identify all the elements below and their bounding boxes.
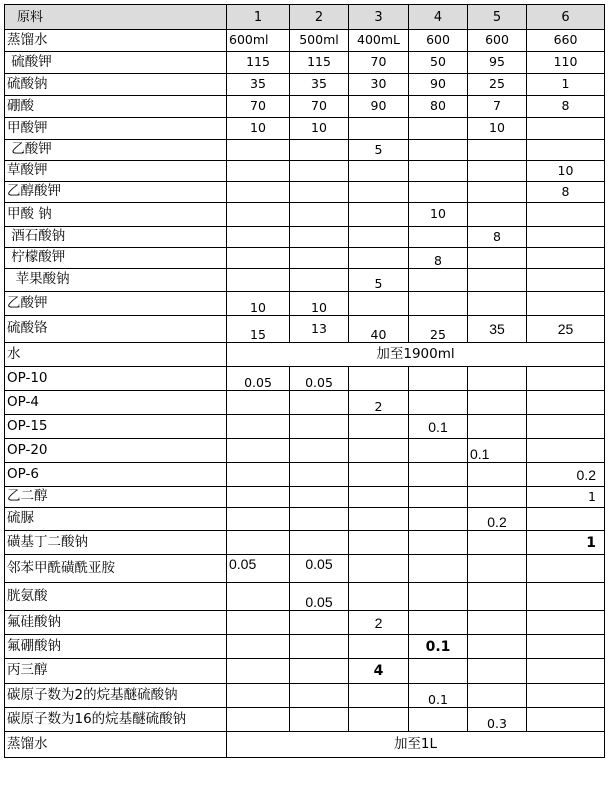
amount-cell-formula-2: 0.05 (290, 583, 349, 611)
table-row (5, 292, 605, 316)
table-row (5, 508, 605, 531)
amount-cell-formula-3 (349, 248, 409, 269)
amount-cell-formula-4: 50 (409, 52, 468, 74)
amount-cell-formula-6 (527, 292, 605, 316)
amount-cell-formula-2 (290, 708, 349, 732)
header-formula-6: 6 (527, 5, 605, 30)
amount-cell-formula-4 (409, 659, 468, 684)
amount-cell-formula-5 (468, 203, 527, 227)
amount-cell-formula-6 (527, 508, 605, 531)
amount-cell-formula-1 (227, 391, 290, 415)
amount-cell-formula-1 (227, 227, 290, 248)
table-row (5, 96, 605, 118)
amount-cell-formula-2 (290, 684, 349, 708)
amount-cell-formula-2: 0.05 (290, 367, 349, 391)
amount-cell-formula-5: 0.3 (468, 708, 527, 732)
ingredient-name: 胱氨酸 (5, 583, 227, 611)
amount-cell-formula-1 (227, 635, 290, 659)
amount-cell-formula-2 (290, 203, 349, 227)
amount-cell-formula-3 (349, 635, 409, 659)
amount-cell-formula-5 (468, 463, 527, 487)
ingredient-name: OP-15 (5, 415, 227, 439)
amount-cell-formula-4 (409, 708, 468, 732)
amount-cell-formula-5: 7 (468, 96, 527, 118)
ingredient-name: 苹果酸钠 (5, 269, 227, 292)
amount-cell-formula-3: 2 (349, 611, 409, 635)
amount-cell-formula-6: 25 (527, 316, 605, 343)
amount-cell-formula-6: 0.2 (527, 463, 605, 487)
amount-cell-formula-1 (227, 415, 290, 439)
table-row (5, 659, 605, 684)
table-row (5, 684, 605, 708)
amount-cell-formula-2 (290, 415, 349, 439)
amount-cell-formula-3 (349, 415, 409, 439)
amount-cell-formula-6 (527, 269, 605, 292)
ingredient-name: 氟硼酸钠 (5, 635, 227, 659)
amount-cell-formula-2 (290, 659, 349, 684)
amount-cell-formula-4 (409, 227, 468, 248)
amount-cell-formula-2: 10 (290, 118, 349, 140)
ingredient-name: 硫酸铬 (5, 316, 227, 343)
amount-cell-formula-6 (527, 203, 605, 227)
ingredient-name: OP-4 (5, 391, 227, 415)
amount-cell-formula-3 (349, 161, 409, 182)
amount-cell-formula-2 (290, 439, 349, 463)
ingredient-name: 甲酸 钠 (5, 203, 227, 227)
amount-cell-formula-5 (468, 684, 527, 708)
ingredient-name: 酒石酸钠 (5, 227, 227, 248)
table-row (5, 227, 605, 248)
amount-cell-formula-1: 15 (227, 316, 290, 343)
amount-cell-formula-2 (290, 182, 349, 203)
amount-cell-formula-6 (527, 611, 605, 635)
ingredient-name: OP-6 (5, 463, 227, 487)
ingredient-name: 乙二醇 (5, 487, 227, 508)
amount-cell-formula-3: 4 (349, 659, 409, 684)
amount-cell-formula-2 (290, 140, 349, 161)
amount-cell-formula-1: 10 (227, 118, 290, 140)
amount-cell-formula-5: 600 (468, 30, 527, 52)
ingredient-name: 草酸钾 (5, 161, 227, 182)
amount-cell-formula-6 (527, 635, 605, 659)
amount-cell-formula-2: 0.05 (290, 555, 349, 583)
table-row (5, 140, 605, 161)
amount-cell-formula-5 (468, 635, 527, 659)
amount-cell-formula-4 (409, 508, 468, 531)
amount-cell-formula-6: 10 (527, 161, 605, 182)
table-row (5, 182, 605, 203)
amount-cell-formula-4: 0.1 (409, 415, 468, 439)
table-row (5, 248, 605, 269)
amount-cell-formula-1 (227, 182, 290, 203)
amount-cell-formula-5 (468, 292, 527, 316)
amount-cell-formula-1 (227, 161, 290, 182)
amount-cell-formula-6 (527, 659, 605, 684)
amount-cell-formula-4: 25 (409, 316, 468, 343)
ingredient-name: 磺基丁二酸钠 (5, 531, 227, 555)
amount-cell-formula-5 (468, 583, 527, 611)
amount-cell-formula-2 (290, 269, 349, 292)
amount-cell-formula-3: 70 (349, 52, 409, 74)
amount-cell-formula-3 (349, 227, 409, 248)
ingredient-name: 碳原子数为16的烷基醚硫酸钠 (5, 708, 227, 732)
ingredient-name: 乙酸钾 (5, 140, 227, 161)
amount-cell-formula-5 (468, 367, 527, 391)
table-row (5, 487, 605, 508)
ingredient-name: 甲酸钾 (5, 118, 227, 140)
amount-cell-formula-3 (349, 684, 409, 708)
table-body (5, 30, 605, 758)
amount-cell-formula-5 (468, 531, 527, 555)
header-ingredient: 原料 (5, 5, 227, 30)
amount-cell-formula-3 (349, 508, 409, 531)
amount-cell-formula-6: 8 (527, 182, 605, 203)
amount-cell-formula-4: 0.1 (409, 635, 468, 659)
amount-cell-formula-5 (468, 415, 527, 439)
amount-cell-formula-4 (409, 583, 468, 611)
header-formula-4: 4 (409, 5, 468, 30)
amount-cell-formula-4 (409, 161, 468, 182)
amount-cell-formula-6 (527, 140, 605, 161)
amount-cell-formula-2 (290, 487, 349, 508)
amount-cell-formula-4 (409, 367, 468, 391)
amount-cell-formula-2 (290, 161, 349, 182)
amount-cell-formula-4: 10 (409, 203, 468, 227)
amount-cell-formula-1 (227, 439, 290, 463)
amount-cell-formula-1: 35 (227, 74, 290, 96)
amount-cell-formula-2: 70 (290, 96, 349, 118)
amount-cell-formula-3 (349, 118, 409, 140)
ingredient-name: 乙酸钾 (5, 292, 227, 316)
amount-cell-formula-5 (468, 555, 527, 583)
amount-cell-formula-5 (468, 161, 527, 182)
table-row (5, 583, 605, 611)
ingredient-name: 邻苯甲酰磺酰亚胺 (5, 555, 227, 583)
amount-cell-formula-3 (349, 182, 409, 203)
table-row (5, 343, 605, 367)
amount-cell-formula-1 (227, 269, 290, 292)
amount-cell-formula-3 (349, 463, 409, 487)
amount-cell-formula-4 (409, 118, 468, 140)
header-formula-1: 1 (227, 5, 290, 30)
recipe-table (4, 4, 605, 758)
amount-cell-formula-4 (409, 531, 468, 555)
amount-cell-formula-2 (290, 508, 349, 531)
amount-cell-formula-1 (227, 463, 290, 487)
amount-cell-formula-4 (409, 463, 468, 487)
amount-cell-formula-4: 80 (409, 96, 468, 118)
amount-cell-formula-6: 8 (527, 96, 605, 118)
amount-cell-formula-3: 40 (349, 316, 409, 343)
ingredient-name: 丙三醇 (5, 659, 227, 684)
amount-cell-formula-6: 660 (527, 30, 605, 52)
amount-cell-formula-3: 2 (349, 391, 409, 415)
ingredient-name: 碳原子数为2的烷基醚硫酸钠 (5, 684, 227, 708)
amount-cell-formula-6 (527, 684, 605, 708)
amount-cell-formula-6 (527, 248, 605, 269)
amount-cell-formula-4: 90 (409, 74, 468, 96)
amount-cell-formula-4 (409, 269, 468, 292)
amount-cell-formula-6 (527, 415, 605, 439)
amount-cell-formula-5 (468, 487, 527, 508)
table-row (5, 118, 605, 140)
amount-cell-formula-6: 1 (527, 487, 605, 508)
amount-cell-formula-1 (227, 531, 290, 555)
table-row (5, 161, 605, 182)
amount-cell-formula-5: 95 (468, 52, 527, 74)
ingredient-name: OP-10 (5, 367, 227, 391)
amount-cell-formula-4: 600 (409, 30, 468, 52)
table-row (5, 269, 605, 292)
table-row (5, 708, 605, 732)
amount-cell-formula-3 (349, 555, 409, 583)
ingredient-name: 柠檬酸钾 (5, 248, 227, 269)
ingredient-name: 硫脲 (5, 508, 227, 531)
amount-cell-formula-1 (227, 583, 290, 611)
amount-cell-formula-6 (527, 367, 605, 391)
amount-cell-formula-1 (227, 487, 290, 508)
amount-cell-formula-2: 500ml (290, 30, 349, 52)
amount-cell-formula-3 (349, 203, 409, 227)
amount-cell-formula-1: 115 (227, 52, 290, 74)
amount-cell-formula-2: 115 (290, 52, 349, 74)
table-row (5, 367, 605, 391)
table-row (5, 531, 605, 555)
table-row (5, 555, 605, 583)
amount-cell-formula-3 (349, 292, 409, 316)
amount-cell-formula-1 (227, 508, 290, 531)
header-formula-5: 5 (468, 5, 527, 30)
header-row (5, 5, 605, 30)
amount-cell-formula-5 (468, 269, 527, 292)
amount-cell-formula-6 (527, 391, 605, 415)
amount-cell-formula-4 (409, 487, 468, 508)
amount-cell-formula-2 (290, 531, 349, 555)
amount-cell-formula-5: 10 (468, 118, 527, 140)
header-formula-3: 3 (349, 5, 409, 30)
ingredient-name: 硼酸 (5, 96, 227, 118)
amount-cell-formula-5: 25 (468, 74, 527, 96)
amount-cell-formula-6 (527, 227, 605, 248)
amount-cell-formula-1 (227, 611, 290, 635)
table-row (5, 732, 605, 758)
amount-cell-formula-4: 0.1 (409, 684, 468, 708)
table-row (5, 30, 605, 52)
amount-span-cell: 加至1900ml (227, 343, 605, 367)
amount-cell-formula-4 (409, 391, 468, 415)
ingredient-name: 蒸馏水 (5, 732, 227, 758)
amount-cell-formula-2 (290, 248, 349, 269)
amount-cell-formula-4: 8 (409, 248, 468, 269)
amount-cell-formula-6: 1 (527, 74, 605, 96)
amount-cell-formula-1 (227, 203, 290, 227)
amount-cell-formula-3 (349, 487, 409, 508)
amount-cell-formula-4 (409, 555, 468, 583)
table-row (5, 635, 605, 659)
amount-cell-formula-2: 10 (290, 292, 349, 316)
table-row (5, 415, 605, 439)
amount-cell-formula-1: 10 (227, 292, 290, 316)
table-row (5, 463, 605, 487)
amount-cell-formula-4 (409, 611, 468, 635)
amount-cell-formula-6: 1 (527, 531, 605, 555)
amount-cell-formula-4 (409, 439, 468, 463)
amount-cell-formula-5: 35 (468, 316, 527, 343)
amount-cell-formula-1: 600ml (227, 30, 290, 52)
ingredient-name: 蒸馏水 (5, 30, 227, 52)
amount-cell-formula-1 (227, 708, 290, 732)
amount-cell-formula-1: 70 (227, 96, 290, 118)
table-row (5, 52, 605, 74)
amount-cell-formula-2 (290, 635, 349, 659)
ingredient-name: 硫酸钠 (5, 74, 227, 96)
amount-cell-formula-5 (468, 182, 527, 203)
amount-cell-formula-3 (349, 531, 409, 555)
amount-span-cell: 加至1L (227, 732, 605, 758)
amount-cell-formula-5: 0.1 (468, 439, 527, 463)
amount-cell-formula-6 (527, 439, 605, 463)
table-row (5, 203, 605, 227)
ingredient-name: 乙醇酸钾 (5, 182, 227, 203)
amount-cell-formula-2 (290, 227, 349, 248)
amount-cell-formula-3 (349, 583, 409, 611)
amount-cell-formula-1: 0.05 (227, 555, 290, 583)
amount-cell-formula-1 (227, 248, 290, 269)
ingredient-name: OP-20 (5, 439, 227, 463)
ingredient-name: 氟硅酸钠 (5, 611, 227, 635)
amount-cell-formula-6 (527, 708, 605, 732)
amount-cell-formula-3: 5 (349, 269, 409, 292)
amount-cell-formula-1: 0.05 (227, 367, 290, 391)
table-row (5, 391, 605, 415)
amount-cell-formula-5: 0.2 (468, 508, 527, 531)
ingredient-name: 硫酸钾 (5, 52, 227, 74)
amount-cell-formula-2: 13 (290, 316, 349, 343)
amount-cell-formula-1 (227, 140, 290, 161)
amount-cell-formula-2 (290, 463, 349, 487)
table-row (5, 74, 605, 96)
table-row (5, 439, 605, 463)
ingredient-name: 水 (5, 343, 227, 367)
amount-cell-formula-3 (349, 367, 409, 391)
amount-cell-formula-2: 35 (290, 74, 349, 96)
amount-cell-formula-2 (290, 391, 349, 415)
amount-cell-formula-5: 8 (468, 227, 527, 248)
amount-cell-formula-5 (468, 611, 527, 635)
amount-cell-formula-6: 110 (527, 52, 605, 74)
amount-cell-formula-4 (409, 182, 468, 203)
header-formula-2: 2 (290, 5, 349, 30)
amount-cell-formula-2 (290, 611, 349, 635)
amount-cell-formula-6 (527, 118, 605, 140)
amount-cell-formula-3 (349, 439, 409, 463)
amount-cell-formula-3: 5 (349, 140, 409, 161)
amount-cell-formula-3 (349, 708, 409, 732)
amount-cell-formula-6 (527, 583, 605, 611)
amount-cell-formula-3: 90 (349, 96, 409, 118)
amount-cell-formula-5 (468, 248, 527, 269)
amount-cell-formula-1 (227, 684, 290, 708)
amount-cell-formula-3: 30 (349, 74, 409, 96)
table-row (5, 316, 605, 343)
amount-cell-formula-5 (468, 659, 527, 684)
amount-cell-formula-5 (468, 140, 527, 161)
amount-cell-formula-3: 400mL (349, 30, 409, 52)
amount-cell-formula-5 (468, 391, 527, 415)
table-row (5, 611, 605, 635)
amount-cell-formula-4 (409, 292, 468, 316)
amount-cell-formula-6 (527, 555, 605, 583)
amount-cell-formula-1 (227, 659, 290, 684)
amount-cell-formula-4 (409, 140, 468, 161)
